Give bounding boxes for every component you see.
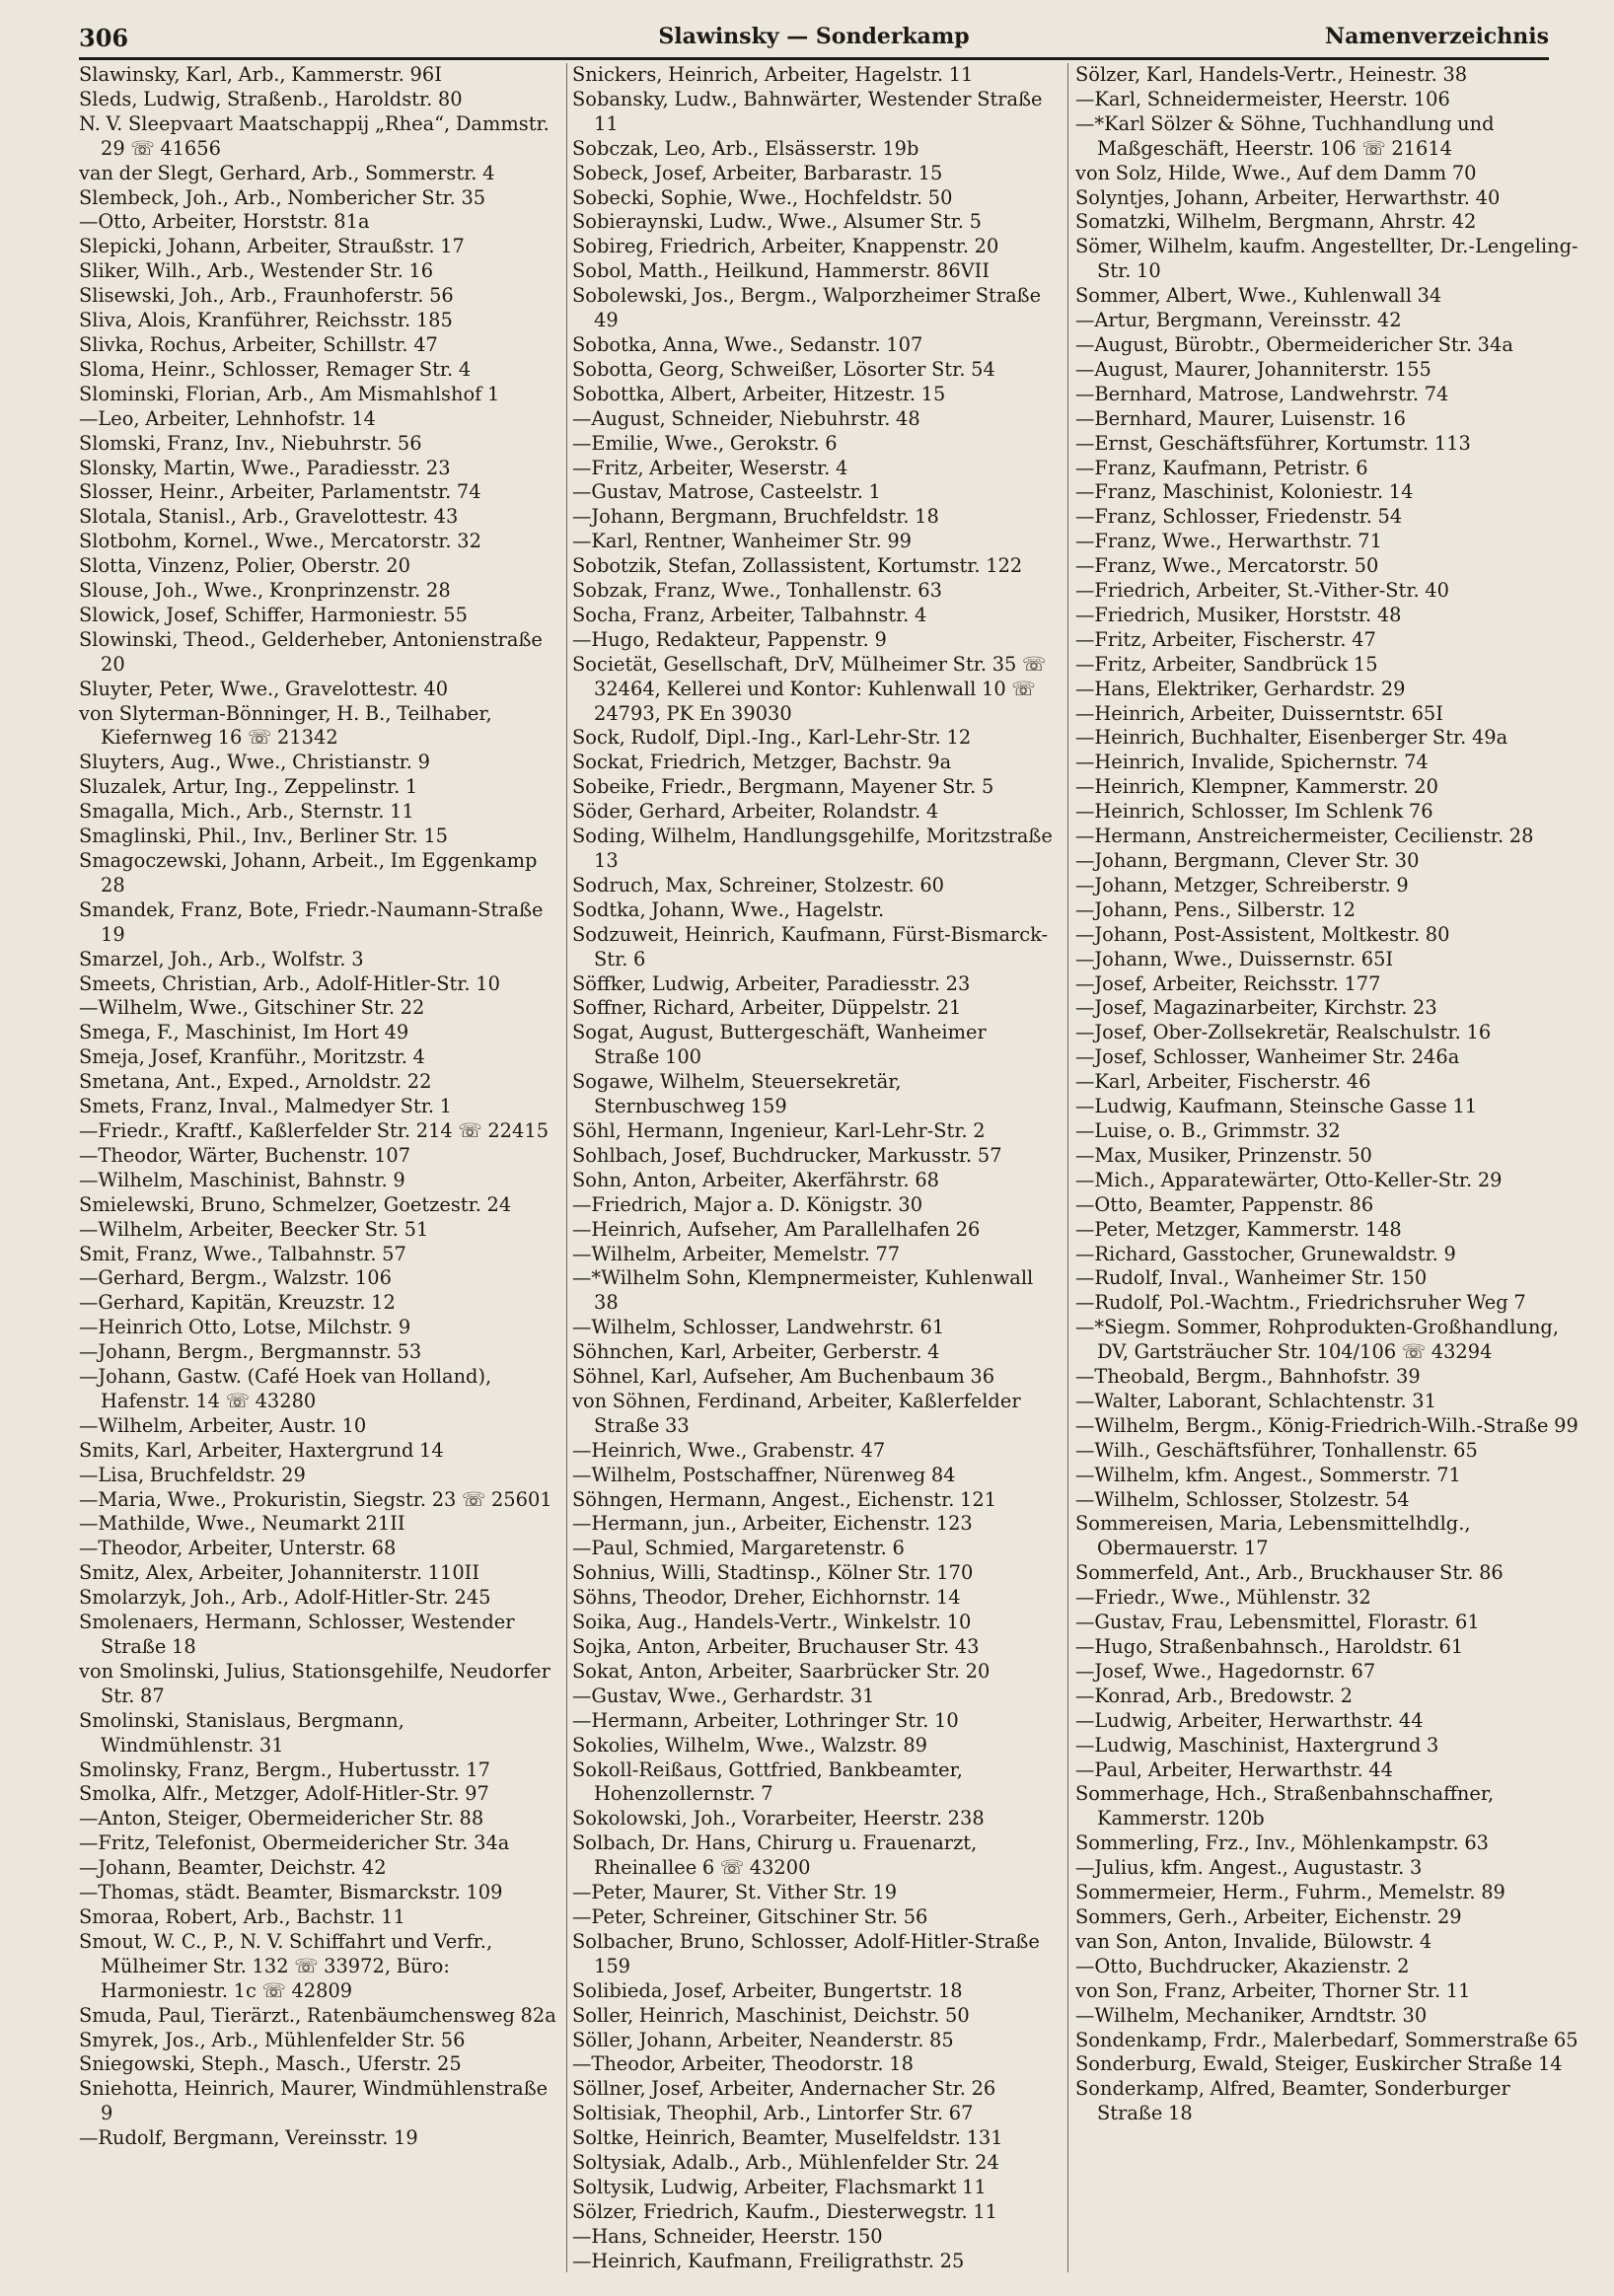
directory-entry: —Fritz, Arbeiter, Weserstr. 4	[572, 456, 848, 479]
directory-entry: Sölzer, Karl, Handels-Vertr., Heinestr. 38	[1075, 63, 1468, 86]
directory-entry: —Gustav, Wwe., Gerhardstr. 31	[572, 1684, 875, 1707]
directory-entry: Snickers, Heinrich, Arbeiter, Hagelstr. 11	[572, 63, 974, 86]
directory-entry: —Paul, Schmied, Margaretenstr. 6	[572, 1537, 905, 1560]
directory-entry: Sömer, Wilhelm, kaufm. Angestellter, Dr.-Lengeling-Str. 10	[1075, 235, 1578, 283]
directory-entry: Sogat, August, Buttergeschäft, Wanheimer Straße 100	[572, 1021, 987, 1069]
directory-entry: —Bernhard, Maurer, Luisenstr. 16	[1075, 406, 1406, 430]
directory-entry: —Konrad, Arb., Bredowstr. 2	[1075, 1684, 1353, 1707]
directory-entry: —Heinrich, Kaufmann, Freiligrathstr. 25	[572, 2249, 965, 2272]
directory-entry: Söhnchen, Karl, Arbeiter, Gerberstr. 4	[572, 1340, 940, 1364]
directory-entry: Smolarzyk, Joh., Arb., Adolf-Hitler-Str. 245	[79, 1586, 491, 1610]
directory-entry: —Max, Musiker, Prinzenstr. 50	[1075, 1143, 1372, 1167]
directory-entry: —Friedr., Wwe., Mühlenstr. 32	[1075, 1586, 1371, 1610]
directory-entry: Sluyter, Peter, Wwe., Gravelottestr. 40	[79, 677, 449, 700]
directory-entry: Söhnel, Karl, Aufseher, Am Buchenbaum 36	[572, 1365, 995, 1389]
directory-entry: —Johann, Gastw. (Café Hoek van Holland), Hafenstr. 14 ☏ 43280	[79, 1365, 492, 1412]
directory-entry: —August, Schneider, Niebuhrstr. 48	[572, 406, 920, 430]
directory-entry: Societät, Gesellschaft, DrV, Mülheimer Str. 35 ☏ 32464, Kellerei und Kontor: Kuhlenwall 10 ☏ 24793, PK En 39030	[572, 652, 1047, 725]
directory-entry: —Wilh., Geschäftsführer, Tonhallenstr. 65	[1075, 1438, 1478, 1462]
directory-entry: —Paul, Arbeiter, Herwarthstr. 44	[1075, 1758, 1393, 1781]
directory-entry: —Peter, Maurer, St. Vither Str. 19	[572, 1881, 898, 1904]
directory-entry: —Hermann, Anstreichermeister, Cecilienstr. 28	[1075, 825, 1534, 848]
directory-entry: Sokoll-Reißaus, Gottfried, Bankbeamter, Hohenzollernstr. 7	[572, 1758, 963, 1806]
column-divider-2	[1067, 63, 1068, 2272]
directory-entry: Sock, Rudolf, Dipl.-Ing., Karl-Lehr-Str. 12	[572, 726, 972, 750]
directory-entry: —Julius, kfm. Angest., Augustastr. 3	[1075, 1856, 1423, 1880]
directory-entry: Smeja, Josef, Kranführ., Moritzstr. 4	[79, 1045, 425, 1069]
directory-entry: —Hans, Schneider, Heerstr. 150	[572, 2224, 883, 2248]
directory-entry: Soika, Aug., Handels-Vertr., Winkelstr. 10	[572, 1611, 972, 1634]
directory-entry: Smagalla, Mich., Arb., Sternstr. 11	[79, 800, 414, 824]
directory-entry: Sobol, Matth., Heilkund, Hammerstr. 86VII	[572, 259, 990, 283]
directory-entry: —Heinrich, Arbeiter, Duisserntstr. 65I	[1075, 701, 1443, 725]
directory-entry: Sokat, Anton, Arbeiter, Saarbrücker Str. 20	[572, 1659, 990, 1683]
directory-entry: Sleds, Ludwig, Straßenb., Haroldstr. 80	[79, 87, 463, 110]
directory-entry: —Wilhelm, Bergm., König-Friedrich-Wilh.-Straße 99	[1075, 1413, 1578, 1437]
directory-entry: Smandek, Franz, Bote, Friedr.-Naumann-Straße 19	[79, 897, 544, 946]
directory-entry: Sobotzik, Stefan, Zollassistent, Kortumstr. 122	[572, 554, 1023, 578]
running-title: Slawinsky — Sonderkamp	[658, 24, 970, 49]
directory-entry: Söllner, Josef, Arbeiter, Andernacher Str. 26	[572, 2077, 996, 2101]
directory-entry: —Gustav, Matrose, Casteelstr. 1	[572, 480, 881, 504]
directory-entry: —Wilhelm, Arbeiter, Austr. 10	[79, 1413, 367, 1437]
page-header	[79, 24, 1549, 59]
directory-entry: Sommerfeld, Ant., Arb., Bruckhauser Str. 86	[1075, 1561, 1504, 1585]
directory-entry: Sobireg, Friedrich, Arbeiter, Knappenstr. 20	[572, 235, 999, 258]
directory-entry: —Johann, Bergmann, Clever Str. 30	[1075, 849, 1420, 872]
directory-entry: Solbach, Dr. Hans, Chirurg u. Frauenarzt, Rheinallee 6 ☏ 43200	[572, 1831, 978, 1880]
directory-entry: van Son, Anton, Invalide, Bülowstr. 4	[1075, 1929, 1432, 1953]
directory-entry: Sokolowski, Joh., Vorarbeiter, Heerstr. 238	[572, 1807, 985, 1830]
directory-entry: —Wilhelm, Arbeiter, Beecker Str. 51	[79, 1217, 429, 1241]
directory-entry: —Heinrich, Buchhalter, Eisenberger Str. 49a	[1075, 726, 1508, 750]
directory-entry: —Wilhelm, Postschaffner, Nürenweg 84	[572, 1463, 956, 1486]
directory-entry: —Josef, Schlosser, Wanheimer Str. 246a	[1075, 1045, 1460, 1069]
directory-entry: Sölzer, Friedrich, Kaufm., Diesterwegstr. 11	[572, 2199, 997, 2223]
directory-entry: Sohlbach, Josef, Buchdrucker, Markusstr. 57	[572, 1143, 1002, 1167]
directory-entry: —Wilhelm, kfm. Angest., Sommerstr. 71	[1075, 1463, 1461, 1486]
directory-entry: —Richard, Gasstocher, Grunewaldstr. 9	[1075, 1242, 1456, 1265]
directory-entry: Slotbohm, Kornel., Wwe., Mercatorstr. 32	[79, 530, 481, 553]
directory-entry: —Thomas, städt. Beamter, Bismarckstr. 109	[79, 1881, 503, 1904]
directory-entry: Soding, Wilhelm, Handlungsgehilfe, Moritzstraße 13	[572, 825, 1053, 872]
directory-entry: Sonderburg, Ewald, Steiger, Euskircher Straße 14	[1075, 2052, 1563, 2076]
directory-entry: —Lisa, Bruchfeldstr. 29	[79, 1463, 306, 1486]
directory-entry: Sokolies, Wilhelm, Wwe., Walzstr. 89	[572, 1733, 928, 1757]
directory-entry: Sobansky, Ludw., Bahnwärter, Westender Straße 11	[572, 87, 1043, 135]
directory-entry: Sohn, Anton, Arbeiter, Akerfährstr. 68	[572, 1168, 940, 1191]
directory-entry: Soltysik, Ludwig, Arbeiter, Flachsmarkt 11	[572, 2175, 987, 2198]
directory-entry: —Johann, Wwe., Duissernstr. 65I	[1075, 947, 1394, 970]
directory-entry: Sobczak, Leo, Arb., Elsässerstr. 19b	[572, 136, 919, 160]
column-divider-1	[566, 63, 567, 2272]
directory-entry: —Theodor, Arbeiter, Theodorstr. 18	[572, 2052, 914, 2076]
directory-entry: —Karl, Schneidermeister, Heerstr. 106	[1075, 87, 1450, 110]
column-3	[1075, 63, 1580, 2282]
directory-entry: Sogawe, Wilhelm, Steuersekretär, Sternbuschweg 159	[572, 1070, 902, 1118]
directory-entry: —Ernst, Geschäftsführer, Kortumstr. 113	[1075, 431, 1471, 455]
directory-entry: —Heinrich, Schlosser, Im Schlenk 76	[1075, 800, 1433, 824]
directory-entry: Smout, W. C., P., N. V. Schiffahrt und Verfr., Mülheimer Str. 132 ☏ 33972, Büro: Harmoniestr. 1c ☏ 42809	[79, 1929, 493, 2002]
directory-entry: —Friedrich, Musiker, Horststr. 48	[1075, 603, 1402, 626]
directory-entry: Sodruch, Max, Schreiner, Stolzestr. 60	[572, 873, 945, 897]
directory-entry: —Mathilde, Wwe., Neumarkt 21II	[79, 1512, 405, 1536]
directory-entry: —Hugo, Straßenbahnsch., Haroldstr. 61	[1075, 1635, 1464, 1658]
directory-entry: —Gustav, Frau, Lebensmittel, Florastr. 61	[1075, 1611, 1480, 1634]
directory-entry: Smuda, Paul, Tierärzt., Ratenbäumchensweg 82a	[79, 2003, 556, 2027]
directory-entry: Solyntjes, Johann, Arbeiter, Herwarthstr. 40	[1075, 185, 1501, 209]
directory-entry: Slawinsky, Karl, Arb., Kammerstr. 96I	[79, 63, 442, 86]
header-rule	[79, 57, 1549, 60]
directory-entry: Slonsky, Martin, Wwe., Paradiesstr. 23	[79, 456, 451, 479]
directory-entry: —Artur, Bergmann, Vereinsstr. 42	[1075, 309, 1402, 332]
directory-entry: Sobzak, Franz, Wwe., Tonhallenstr. 63	[572, 579, 942, 603]
directory-entry: —Johann, Metzger, Schreiberstr. 9	[1075, 873, 1409, 897]
directory-entry: —Fritz, Arbeiter, Sandbrück 15	[1075, 652, 1378, 676]
directory-entry: von Smolinski, Julius, Stationsgehilfe, Neudorfer Str. 87	[79, 1659, 550, 1707]
directory-entry: —Peter, Schreiner, Gitschiner Str. 56	[572, 1904, 928, 1928]
directory-entry: —Gerhard, Kapitän, Kreuzstr. 12	[79, 1291, 396, 1315]
directory-entry: —Hermann, Arbeiter, Lothringer Str. 10	[572, 1708, 959, 1732]
directory-entry: Slisewski, Joh., Arb., Fraunhoferstr. 56	[79, 284, 454, 308]
directory-entry: —Bernhard, Matrose, Landwehrstr. 74	[1075, 382, 1449, 405]
section-title: Namenverzeichnis	[1325, 24, 1549, 49]
directory-entry: Smolka, Alfr., Metzger, Adolf-Hitler-Str. 97	[79, 1782, 489, 1806]
directory-entry: —Ludwig, Maschinist, Haxtergrund 3	[1075, 1733, 1439, 1757]
directory-entry: Slivka, Rochus, Arbeiter, Schillstr. 47	[79, 332, 438, 356]
directory-entry: von Son, Franz, Arbeiter, Thorner Str. 11	[1075, 1978, 1471, 2002]
directory-entry: —Ludwig, Kaufmann, Steinsche Gasse 11	[1075, 1095, 1478, 1118]
directory-entry: —Wilhelm, Mechaniker, Arndtstr. 30	[1075, 2003, 1428, 2027]
directory-entry: Slowinski, Theod., Gelderheber, Antonienstraße 20	[79, 627, 543, 676]
directory-entry: Smarzel, Joh., Arb., Wolfstr. 3	[79, 947, 364, 970]
directory-entry: —Wilhelm, Maschinist, Bahnstr. 9	[79, 1168, 405, 1191]
directory-entry: Soltisiak, Theophil, Arb., Lintorfer Str. 67	[572, 2102, 974, 2125]
page-number: 306	[79, 24, 129, 52]
directory-entry: —Hermann, jun., Arbeiter, Eichenstr. 123	[572, 1512, 973, 1536]
directory-entry: Sommerhage, Hch., Straßenbahnschaffner, Kammerstr. 120b	[1075, 1782, 1495, 1830]
directory-entry: —August, Bürobtr., Obermeidericher Str. 34a	[1075, 332, 1513, 356]
directory-entry: Söder, Gerhard, Arbeiter, Rolandstr. 4	[572, 800, 939, 824]
directory-entry: Slepicki, Johann, Arbeiter, Straußstr. 17	[79, 235, 465, 258]
directory-entry: Sobottka, Albert, Arbeiter, Hitzestr. 15	[572, 382, 946, 405]
directory-entry: von Solz, Hilde, Wwe., Auf dem Damm 70	[1075, 161, 1477, 184]
directory-entry: Söhngen, Hermann, Angest., Eichenstr. 121	[572, 1487, 997, 1511]
directory-entry: Soller, Heinrich, Maschinist, Deichstr. 50	[572, 2003, 970, 2027]
directory-entry: Smitz, Alex, Arbeiter, Johanniterstr. 110II	[79, 1561, 479, 1585]
directory-entry: —Heinrich Otto, Lotse, Milchstr. 9	[79, 1316, 411, 1339]
directory-entry: —Karl, Rentner, Wanheimer Str. 99	[572, 530, 912, 553]
directory-entry: Söller, Johann, Arbeiter, Neanderstr. 85	[572, 2028, 954, 2051]
directory-entry: —Johann, Beamter, Deichstr. 42	[79, 1856, 387, 1880]
directory-entry: —Fritz, Arbeiter, Fischerstr. 47	[1075, 627, 1376, 651]
directory-entry: —Friedr., Kraftf., Kaßlerfelder Str. 214 ☏ 22415	[79, 1118, 550, 1142]
directory-entry: Sloma, Heinr., Schlosser, Remager Str. 4	[79, 357, 472, 381]
directory-entry: Slosser, Heinr., Arbeiter, Parlamentstr. 74	[79, 480, 481, 504]
directory-entry: —Leo, Arbeiter, Lehnhofstr. 14	[79, 406, 376, 430]
directory-entry: —Franz, Maschinist, Koloniestr. 14	[1075, 480, 1414, 504]
directory-entry: Söhns, Theodor, Dreher, Eichhornstr. 14	[572, 1586, 961, 1610]
directory-entry: —Peter, Metzger, Kammerstr. 148	[1075, 1217, 1402, 1241]
directory-entry: —Theobald, Bergm., Bahnhofstr. 39	[1075, 1365, 1421, 1389]
directory-entry: —August, Maurer, Johanniterstr. 155	[1075, 357, 1431, 381]
directory-entry: von Slyterman-Bönninger, H. B., Teilhaber, Kiefernweg 16 ☏ 21342	[79, 701, 492, 750]
column-2	[572, 63, 1056, 2282]
directory-entry: —Heinrich, Wwe., Grabenstr. 47	[572, 1438, 886, 1462]
column-1	[79, 63, 560, 2282]
directory-entry: Sluyters, Aug., Wwe., Christianstr. 9	[79, 751, 430, 774]
directory-entry: von Söhnen, Ferdinand, Arbeiter, Kaßlerfelder Straße 33	[572, 1389, 1021, 1437]
directory-entry: Smets, Franz, Inval., Malmedyer Str. 1	[79, 1095, 453, 1118]
directory-entry: Soltke, Heinrich, Beamter, Muselfeldstr. 131	[572, 2126, 1003, 2150]
directory-entry: Söhl, Hermann, Ingenieur, Karl-Lehr-Str. 2	[572, 1118, 986, 1142]
directory-entry: Smolenaers, Hermann, Schlosser, Westender Straße 18	[79, 1611, 515, 1658]
directory-entry: N. V. Sleepvaart Maatschappij „Rhea“, Dammstr. 29 ☏ 41656	[79, 111, 550, 160]
directory-entry: —Wilhelm, Schlosser, Landwehrstr. 61	[572, 1316, 945, 1339]
directory-entry: Slominski, Florian, Arb., Am Mismahlshof 1	[79, 382, 500, 405]
directory-entry: —Rudolf, Inval., Wanheimer Str. 150	[1075, 1266, 1428, 1290]
directory-entry: —Hugo, Redakteur, Pappenstr. 9	[572, 627, 887, 651]
directory-entry: —*Karl Sölzer & Söhne, Tuchhandlung und Maßgeschäft, Heerstr. 106 ☏ 21614	[1075, 111, 1495, 160]
directory-entry: Somatzki, Wilhelm, Bergmann, Ahrstr. 42	[1075, 210, 1477, 234]
directory-entry: Sonderkamp, Alfred, Beamter, Sonderburger Straße 18	[1075, 2077, 1510, 2125]
directory-entry: —Emilie, Wwe., Gerokstr. 6	[572, 431, 838, 455]
directory-entry: —Otto, Arbeiter, Horststr. 81a	[79, 210, 370, 234]
directory-entry: —Josef, Arbeiter, Reichsstr. 177	[1075, 971, 1381, 995]
directory-entry: —Hans, Elektriker, Gerhardstr. 29	[1075, 677, 1406, 700]
directory-entry: Sommer, Albert, Wwe., Kuhlenwall 34	[1075, 284, 1442, 308]
directory-entry: Sommerling, Frz., Inv., Möhlenkampstr. 63	[1075, 1831, 1490, 1855]
directory-entry: Slembeck, Joh., Arb., Nombericher Str. 35	[79, 185, 486, 209]
directory-entry: —Fritz, Telefonist, Obermeidericher Str. 34a	[79, 1831, 510, 1855]
directory-entry: —Franz, Schlosser, Friedenstr. 54	[1075, 505, 1403, 529]
directory-entry: Sojka, Anton, Arbeiter, Bruchauser Str. 43	[572, 1635, 980, 1658]
directory-entry: Sobotka, Anna, Wwe., Sedanstr. 107	[572, 332, 923, 356]
directory-entry: —Johann, Bergm., Bergmannstr. 53	[79, 1340, 422, 1364]
directory-entry: —Johann, Post-Assistent, Moltkestr. 80	[1075, 922, 1450, 946]
directory-entry: Smyrek, Jos., Arb., Mühlenfelder Str. 56	[79, 2028, 466, 2051]
directory-entry: Sluzalek, Artur, Ing., Zeppelinstr. 1	[79, 775, 418, 799]
directory-entry: Sobieraynski, Ludw., Wwe., Alsumer Str. 5	[572, 210, 982, 234]
directory-entry: —Rudolf, Bergmann, Vereinsstr. 19	[79, 2126, 418, 2150]
directory-entry: —*Wilhelm Sohn, Klempnermeister, Kuhlenwall 38	[572, 1266, 1034, 1315]
directory-entry: —Franz, Wwe., Mercatorstr. 50	[1075, 554, 1379, 578]
directory-entry: Smoraa, Robert, Arb., Bachstr. 11	[79, 1904, 405, 1928]
directory-entry: —Mich., Apparatewärter, Otto-Keller-Str. 29	[1075, 1168, 1503, 1191]
directory-entry: Sniehotta, Heinrich, Maurer, Windmühlenstraße 9	[79, 2077, 549, 2125]
directory-entry: —Friedrich, Major a. D. Königstr. 30	[572, 1192, 923, 1216]
directory-entry: Slotala, Stanisl., Arb., Gravelottestr. 43	[79, 505, 459, 529]
directory-entry: Soffner, Richard, Arbeiter, Düppelstr. 21	[572, 996, 962, 1020]
directory-entry: Smolinsky, Franz, Bergm., Hubertusstr. 17	[79, 1758, 490, 1781]
directory-entry: Sobeike, Friedr., Bergmann, Mayener Str. 5	[572, 775, 994, 799]
directory-entry: Sobolewski, Jos., Bergm., Walporzheimer Straße 49	[572, 284, 1042, 332]
directory-entry: Sliva, Alois, Kranführer, Reichsstr. 185	[79, 309, 453, 332]
directory-entry: —Wilhelm, Schlosser, Stolzestr. 54	[1075, 1487, 1410, 1511]
directory-entry: Sohnius, Willi, Stadtinsp., Kölner Str. 170	[572, 1561, 974, 1585]
directory-entry: Smits, Karl, Arbeiter, Haxtergrund 14	[79, 1438, 444, 1462]
directory-entry: —Heinrich, Aufseher, Am Parallelhafen 26	[572, 1217, 981, 1241]
directory-entry: Söffker, Ludwig, Arbeiter, Paradiesstr. 23	[572, 971, 971, 995]
directory-entry: —Gerhard, Bergm., Walzstr. 106	[79, 1266, 392, 1290]
directory-entry: Sodzuweit, Heinrich, Kaufmann, Fürst-Bismarck-Str. 6	[572, 922, 1049, 970]
directory-entry: —Otto, Buchdrucker, Akazienstr. 2	[1075, 1954, 1410, 1977]
directory-entry: Sobotta, Georg, Schweißer, Lösorter Str. 54	[572, 357, 995, 381]
directory-entry: —Otto, Beamter, Pappenstr. 86	[1075, 1192, 1374, 1216]
directory-entry: Smaglinski, Phil., Inv., Berliner Str. 15	[79, 825, 448, 848]
directory-entry: Smolinski, Stanislaus, Bergmann, Windmühlenstr. 31	[79, 1708, 404, 1757]
directory-entry: Sliker, Wilh., Arb., Westender Str. 16	[79, 259, 434, 283]
directory-entry: —Wilhelm, Wwe., Gitschiner Str. 22	[79, 996, 425, 1020]
directory-entry: Smeets, Christian, Arb., Adolf-Hitler-Str. 10	[79, 971, 500, 995]
directory-entry: —Friedrich, Arbeiter, St.-Vither-Str. 40	[1075, 579, 1449, 603]
directory-entry: —Josef, Wwe., Hagedornstr. 67	[1075, 1659, 1376, 1683]
directory-entry: Sockat, Friedrich, Metzger, Bachstr. 9a	[572, 751, 952, 774]
directory-entry: Smega, F., Maschinist, Im Hort 49	[79, 1021, 409, 1044]
directory-entry: —Maria, Wwe., Prokuristin, Siegstr. 23 ☏ 25601	[79, 1487, 552, 1511]
directory-entry: —Luise, o. B., Grimmstr. 32	[1075, 1118, 1341, 1142]
directory-entry: —Wilhelm, Arbeiter, Memelstr. 77	[572, 1242, 901, 1265]
directory-entry: Sniegowski, Steph., Masch., Uferstr. 25	[79, 2052, 462, 2076]
directory-entry: —Walter, Laborant, Schlachtenstr. 31	[1075, 1389, 1436, 1412]
directory-entry: Smetana, Ant., Exped., Arnoldstr. 22	[79, 1070, 432, 1094]
directory-entry: Sommereisen, Maria, Lebensmittelhdlg., Obermauerstr. 17	[1075, 1512, 1471, 1560]
directory-entry: Slouse, Joh., Wwe., Kronprinzenstr. 28	[79, 579, 451, 603]
directory-entry: —Theodor, Arbeiter, Unterstr. 68	[79, 1537, 397, 1560]
directory-entry: Soltysiak, Adalb., Arb., Mühlenfelder Str. 24	[572, 2151, 999, 2175]
directory-entry: Solbacher, Bruno, Schlosser, Adolf-Hitler-Straße 159	[572, 1929, 1040, 1977]
directory-entry: Slowick, Josef, Schiffer, Harmoniestr. 55	[79, 603, 468, 626]
directory-entry: Sobeck, Josef, Arbeiter, Barbarastr. 15	[572, 161, 943, 184]
directory-entry: —Johann, Bergmann, Bruchfeldstr. 18	[572, 505, 939, 529]
directory-entry: van der Slegt, Gerhard, Arb., Sommerstr. 4	[79, 161, 495, 184]
directory-entry: —Heinrich, Klempner, Kammerstr. 20	[1075, 775, 1438, 799]
directory-entry: Sodtka, Johann, Wwe., Hagelstr.	[572, 897, 885, 921]
directory-entry: Smit, Franz, Wwe., Talbahnstr. 57	[79, 1242, 406, 1265]
directory-entry: Socha, Franz, Arbeiter, Talbahnstr. 4	[572, 603, 927, 626]
directory-entry: Smielewski, Bruno, Schmelzer, Goetzestr. 24	[79, 1192, 512, 1216]
directory-entry: —*Siegm. Sommer, Rohprodukten-Großhandlung, DV, Gartsträucher Str. 104/106 ☏ 43294	[1075, 1316, 1560, 1364]
directory-entry: —Theodor, Wärter, Buchenstr. 107	[79, 1143, 411, 1167]
directory-entry: —Johann, Pens., Silberstr. 12	[1075, 897, 1356, 921]
directory-entry: Sommers, Gerh., Arbeiter, Eichenstr. 29	[1075, 1904, 1462, 1928]
directory-entry: Sobecki, Sophie, Wwe., Hochfeldstr. 50	[572, 185, 953, 209]
directory-entry: —Heinrich, Invalide, Spichernstr. 74	[1075, 751, 1429, 774]
directory-entry: —Josef, Ober-Zollsekretär, Realschulstr. 16	[1075, 1021, 1492, 1044]
directory-entry: —Rudolf, Pol.-Wachtm., Friedrichsruher Weg 7	[1075, 1291, 1526, 1315]
directory-entry: Slomski, Franz, Inv., Niebuhrstr. 56	[79, 431, 422, 455]
directory-entry: Slotta, Vinzenz, Polier, Oberstr. 20	[79, 554, 410, 578]
directory-entry: Sommermeier, Herm., Fuhrm., Memelstr. 89	[1075, 1881, 1505, 1904]
directory-entry: —Josef, Magazinarbeiter, Kirchstr. 23	[1075, 996, 1437, 1020]
directory-entry: Solibieda, Josef, Arbeiter, Bungertstr. 18	[572, 1978, 963, 2002]
directory-entry: —Ludwig, Arbeiter, Herwarthstr. 44	[1075, 1708, 1424, 1732]
directory-entry: —Karl, Arbeiter, Fischerstr. 46	[1075, 1070, 1371, 1094]
directory-entry: Smagoczewski, Johann, Arbeit., Im Eggenkamp 28	[79, 849, 538, 897]
directory-entry: —Franz, Kaufmann, Petristr. 6	[1075, 456, 1368, 479]
directory-entry: Sondenkamp, Frdr., Malerbedarf, Sommerstraße 65	[1075, 2028, 1578, 2051]
directory-entry: —Franz, Wwe., Herwarthstr. 71	[1075, 530, 1382, 553]
directory-entry: —Anton, Steiger, Obermeidericher Str. 88	[79, 1807, 484, 1830]
